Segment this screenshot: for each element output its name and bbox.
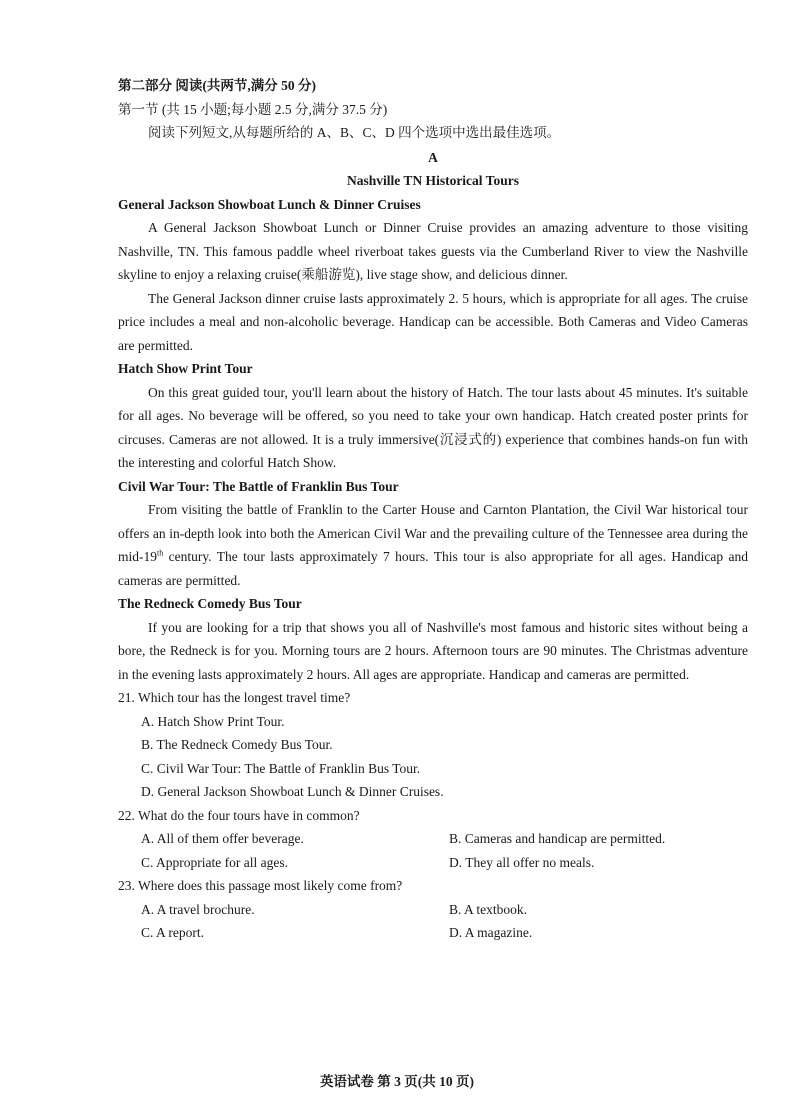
tour-paragraph-civil-war: From visiting the battle of Franklin to the Carter House and Carnton Plantation, the Civil War historical tour offers an in-depth look into both the American Civil War and the prevailing culture of the Tennessee area during the mid-19th century. The tour lasts approximately 7 hours. This tour is also appropriate for all ages. Handicap and cameras are permitted. — [118, 502, 748, 588]
option-a[interactable]: A. Hatch Show Print Tour. — [141, 713, 285, 729]
option-b[interactable]: B. The Redneck Comedy Bus Tour. — [141, 737, 333, 752]
tour-paragraph: On this great guided tour, you'll learn about the history of Hatch. The tour lasts about 45 minutes. It's suitable for all ages. No beverage will be offered, so you need to take your own handicap. Hatch created poster prints for circuses. Cameras are not allowed. It is a truly immersive(沉浸式的) experience that combines hands-on fun with the interesting and colorful Hatch Show. — [118, 384, 748, 470]
option-a[interactable]: A. All of them offer beverage. — [141, 831, 304, 846]
question-23: 23. Where does this passage most likely come from? — [118, 878, 403, 893]
option-d[interactable]: D. General Jackson Showboat Lunch & Dinner Cruises. — [141, 784, 444, 799]
question-21: 21. Which tour has the longest travel time? — [118, 690, 351, 705]
option-b[interactable]: B. Cameras and handicap are permitted. — [449, 831, 666, 846]
tour-heading-civil-war: Civil War Tour: The Battle of Franklin Bus Tour — [118, 478, 399, 494]
tour-paragraph: If you are looking for a trip that shows you all of Nashville's most famous and historic sites without being a bore, the Redneck is for you. Morning tours are 2 hours. Afternoon tours are 90 minutes. The Christmas adventure in the evening lasts approximately 2 hours. All ages are appropriate. Handicap and cameras are permitted. — [118, 619, 748, 682]
exam-page — [118, 74, 748, 945]
question-21-options — [118, 710, 748, 804]
option-d[interactable]: D. A magazine. — [449, 925, 533, 940]
tour-paragraph: The General Jackson dinner cruise lasts approximately 2. 5 hours, which is appropriate for all ages. The cruise price includes a meal and non-alcoholic beverage. Handicap can be accessible. Both Cameras and Video Cameras are permitted. — [118, 290, 748, 353]
passage-title: Nashville TN Historical Tours — [347, 173, 519, 188]
tour-paragraph: A General Jackson Showboat Lunch or Dinner Cruise provides an amazing adventure to those visiting Nashville, TN. This famous paddle wheel riverboat takes guests via the Cumberland River to view the Nashville skyline to enjoy a relaxing cruise(乘船游览), live stage show, and delicious dinner. — [118, 220, 748, 282]
part-title: 第二部分 阅读(共两节,满分 50 分) — [118, 78, 316, 93]
question-22-options — [118, 827, 748, 874]
page-footer: 英语试卷 第 3 页(共 10 页) — [319, 1074, 475, 1089]
question-22: 22. What do the four tours have in common? — [118, 807, 360, 823]
tour-heading-general-jackson: General Jackson Showboat Lunch & Dinner Cruises — [118, 196, 421, 212]
passage-letter: A — [428, 149, 438, 165]
tour-heading-redneck: The Redneck Comedy Bus Tour — [118, 596, 302, 611]
question-23-options — [118, 898, 748, 945]
option-c[interactable]: C. Appropriate for all ages. — [141, 854, 288, 870]
option-c[interactable]: C. Civil War Tour: The Battle of Franklin Bus Tour. — [141, 760, 421, 776]
tour-heading-hatch-show: Hatch Show Print Tour — [118, 361, 253, 376]
option-a[interactable]: A. A travel brochure. — [141, 901, 255, 917]
option-d[interactable]: D. They all offer no meals. — [449, 854, 595, 870]
option-c[interactable]: C. A report. — [141, 925, 204, 940]
instruction: 阅读下列短文,从每题所给的 A、B、C、D 四个选项中选出最佳选项。 — [148, 125, 561, 140]
subsection-title: 第一节 (共 15 小题;每小题 2.5 分,满分 37.5 分) — [118, 101, 388, 117]
option-b[interactable]: B. A textbook. — [449, 901, 528, 917]
